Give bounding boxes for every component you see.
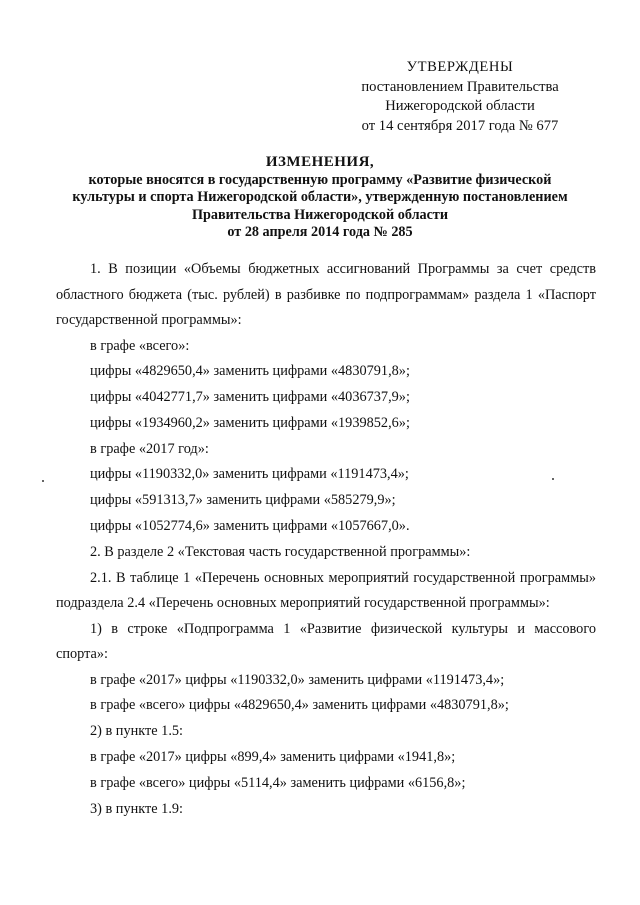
text-line: цифры «1190332,0» заменить цифрами «1191473,4»;	[90, 466, 409, 483]
scan-speck	[42, 480, 44, 482]
text-line: в графе «2017» цифры «1190332,0» заменить цифрами «1191473,4»;	[90, 671, 505, 688]
text-line: цифры «4042771,7» заменить цифрами «4036737,9»;	[90, 389, 410, 406]
approval-stamp	[340, 58, 580, 136]
text-line: в графе «всего» цифры «5114,4» заменить цифрами «6156,8»;	[90, 774, 466, 791]
text-line: цифры «1934960,2» заменить цифрами «1939852,6»;	[90, 414, 410, 431]
text-line: 3) в пункте 1.9:	[90, 800, 184, 817]
approval-line: постановлением Правительства	[361, 78, 559, 95]
text-line: в графе «всего» цифры «4829650,4» заменить цифрами «4830791,8»;	[90, 697, 509, 714]
heading-line: которые вносятся в государственную программу «Развитие физической	[88, 171, 552, 188]
text-line: в графе «всего»:	[90, 337, 190, 354]
paragraph: 1) в строке «Подпрограмма 1 «Развитие физической культуры и массового спорта»:	[56, 620, 596, 663]
approval-title: УТВЕРЖДЕНЫ	[406, 59, 514, 75]
heading-line: культуры и спорта Нижегородской области», утвержденную постановлением	[72, 189, 568, 206]
paragraph: 2.1. В таблице 1 «Перечень основных мероприятий государственной программы» подраздела 2.4 «Перечень основных мероприятий государственной программы»:	[56, 569, 596, 612]
heading-line: Правительства Нижегородской области	[191, 206, 449, 223]
scan-speck	[552, 478, 554, 480]
text-line: цифры «4829650,4» заменить цифрами «4830791,8»;	[90, 363, 410, 380]
text-line: цифры «591313,7» заменить цифрами «585279,9»;	[90, 492, 396, 509]
paragraph: 1. В позиции «Объемы бюджетных ассигнований Программы за счет средств областного бюджета (тыс. рублей) в разбивке по подпрограммам» раздела 1 «Паспорт государственной программы»:	[56, 261, 596, 328]
text-line: 2) в пункте 1.5:	[90, 723, 184, 740]
text-line: цифры «1052774,6» заменить цифрами «1057667,0».	[90, 518, 410, 535]
text-line: в графе «2017 год»:	[90, 440, 209, 457]
heading-title: ИЗМЕНЕНИЯ,	[265, 154, 375, 170]
document-heading	[40, 154, 600, 242]
text-line: в графе «2017» цифры «899,4» заменить цифрами «1941,8»;	[90, 749, 456, 766]
document-body	[56, 257, 596, 822]
approval-line: Нижегородской области	[385, 98, 535, 114]
heading-line: от 28 апреля 2014 года № 285	[227, 224, 413, 241]
approval-line: от 14 сентября 2017 года № 677	[361, 117, 559, 134]
text-line: 2. В разделе 2 «Текстовая часть государственной программы»:	[90, 543, 471, 560]
